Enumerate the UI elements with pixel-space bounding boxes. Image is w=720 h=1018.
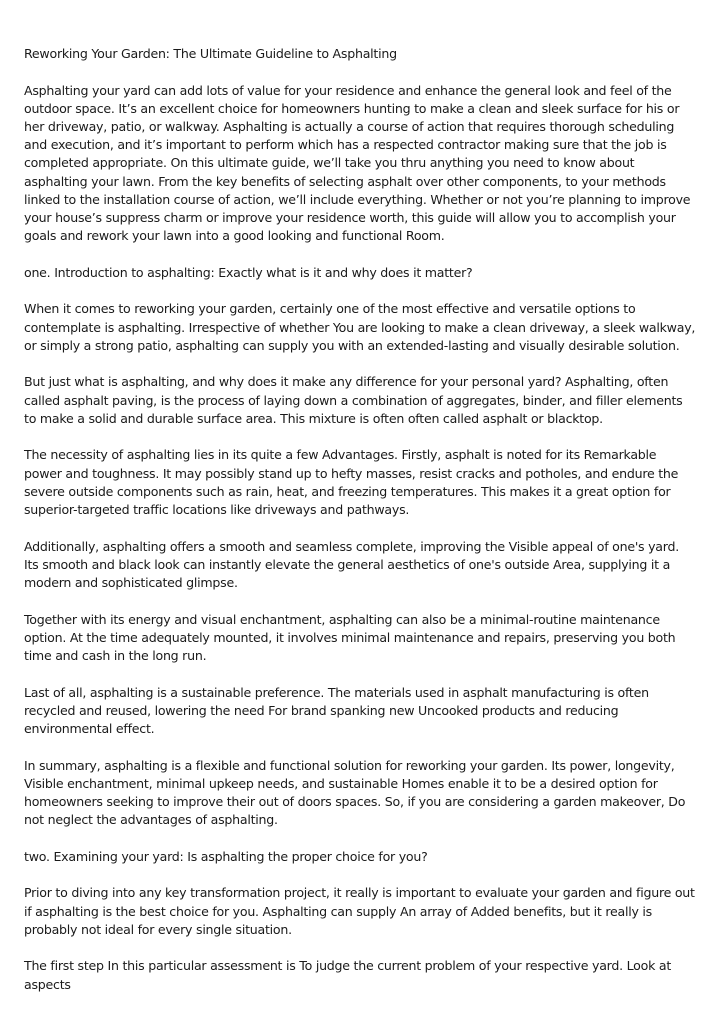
paragraph: The necessity of asphalting lies in its quite a few Advantages. Firstly, asphalt is noted for its Remarkable power and toughness. It may possibly stand up to hefty masses, resist cracks and potholes, and endure the severe outside components such as rain, heat, and freezing temperatures. This makes it a great option for superior-targeted traffic locations like driveways and pathways. <box>24 447 679 518</box>
paragraph: When it comes to reworking your garden, certainly one of the most effective and versatile options to contemplate is asphalting. Irrespective of whether You are looking to make a clean driveway, a sleek walkway, or simply a strong patio, asphalting can supply you with an extended-lasting and visually desirable solution. <box>24 301 696 353</box>
paragraph-intro: Asphalting your yard can add lots of value for your residence and enhance the general look and feel of the outdoor space. It’s an excellent choice for homeowners hunting to make a clean and sleek surface for his or her driveway, patio, or walkway. Asphalting is actually a course of action that requires thorough scheduling and execution, and it’s important to perform which has a respected contractor making sure that the job is completed appropriate. On this ultimate guide, we’ll take you thru anything you need to know about asphalting your lawn. From the key benefits of selecting asphalt over other components, to your methods linked to the installation course of action, we’ll include everything. Whether or not you’re planning to improve your house’s suppress charm or improve your residence worth, this guide will allow you to accomplish your goals and rework your lawn into a good looking and functional Room. <box>24 82 691 244</box>
paragraph: The first step In this particular assessment is To judge the current problem of your respective yard. Look at aspects <box>24 958 672 992</box>
paragraph: In summary, asphalting is a flexible and functional solution for reworking your garden. Its power, longevity, Visible enchantment, minimal upkeep needs, and sustainable Homes enable it to be a desired option for homeowners seeking to improve their out of doors spaces. So, if you are considering a garden makeover, Do not neglect the advantages of asphalting. <box>24 757 686 828</box>
paragraph: But just what is asphalting, and why does it make any difference for your personal yard? Asphalting, often called asphalt paving, is the process of laying down a combination of aggregates, binder, and filler elements to make a solid and durable surface area. This mixture is often often called asphalt or blacktop. <box>24 374 683 426</box>
document-title: Reworking Your Garden: The Ultimate Guideline to Asphalting <box>24 46 397 61</box>
paragraph: Together with its energy and visual enchantment, asphalting can also be a minimal-routine maintenance option. At the time adequately mounted, it involves minimal maintenance and repairs, preserving you both time and cash in the long run. <box>24 611 676 664</box>
document-body <box>24 45 696 1012</box>
section-heading-1: one. Introduction to asphalting: Exactly what is it and why does it matter? <box>24 264 473 280</box>
paragraph: Prior to diving into any key transformation project, it really is important to evaluate your garden and figure out if asphalting is the best choice for you. Asphalting can supply An array of Added benefits, but it really is probably not ideal for every single situation. <box>24 885 695 937</box>
paragraph: Last of all, asphalting is a sustainable preference. The materials used in asphalt manufacturing is often recycled and reused, lowering the need For brand spanking new Uncooked products and reducing environmental effect. <box>24 684 649 737</box>
paragraph: Additionally, asphalting offers a smooth and seamless complete, improving the Visible appeal of one's yard. Its smooth and black look can instantly elevate the general aesthetics of one's outside Area, supplying it a modern and sophisticated glimpse. <box>24 538 679 591</box>
section-heading-2: two. Examining your yard: Is asphalting the proper choice for you? <box>24 848 428 864</box>
